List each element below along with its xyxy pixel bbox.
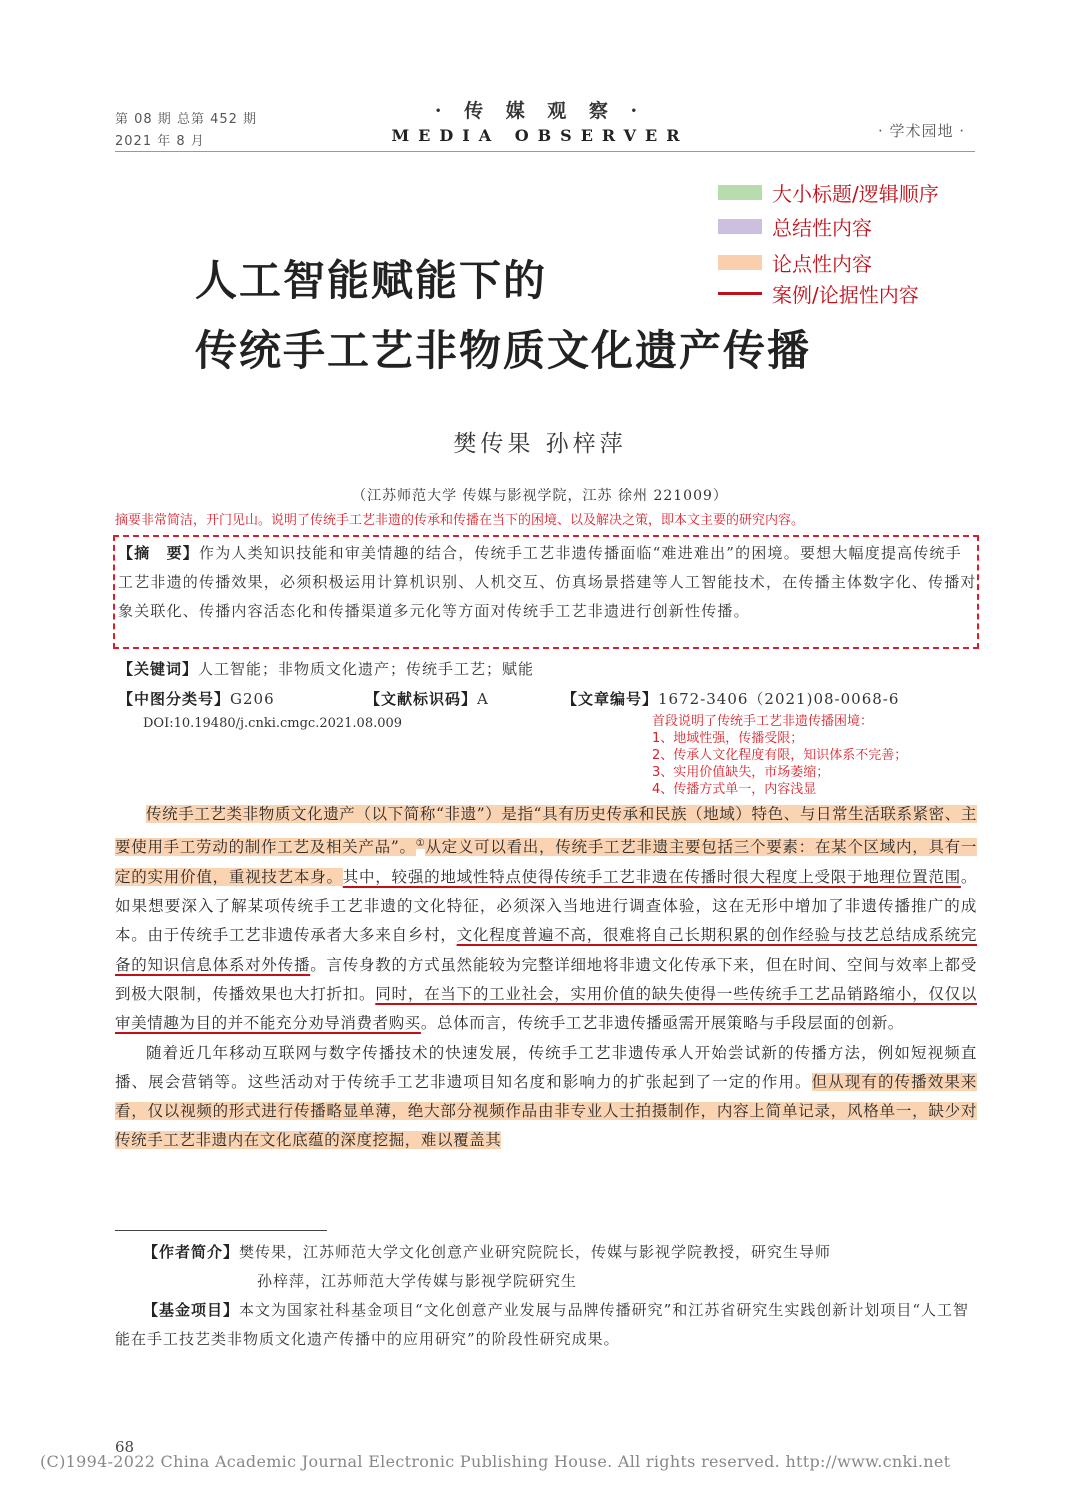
journal-title-en: MEDIA OBSERVER <box>391 126 689 145</box>
abstract-annotation: 摘要非常简洁，开门见山。说明了传统手工艺非遗的传承和传播在当下的困境、以及解决之策，即本文主要的研究内容。 <box>115 513 805 528</box>
keywords-text: 人工智能；非物质文化遗产；传统手工艺；赋能 <box>198 660 535 678</box>
article-label: 【文章编号】 <box>562 690 659 708</box>
clc-value: G206 <box>230 690 275 708</box>
body-text <box>115 800 977 1156</box>
journal-title-cn: · 传 媒 观 察 · <box>434 100 646 122</box>
authors: 樊传果 孙梓萍 <box>453 431 627 457</box>
article-title-line2: 传统手工艺非物质文化遗产传播 <box>195 326 812 375</box>
article-value: 1672-3406（2021)08-0068-6 <box>658 690 900 708</box>
doc-value: A <box>477 690 489 708</box>
keywords-label: 【关键词】 <box>118 660 199 678</box>
issue-number: 第 08 期 总第 452 期 <box>115 112 258 127</box>
abstract-text: 作为人类知识技能和审美情趣的结合，传统手工艺非遗传播面临“难进难出”的困境。要想大幅度提高传统手工艺非遗的传播效果，必须积极运用计算机识别、人机交互、仿真场景搭建等人工智能技术，在传播主体数字化、传播对象关联化、传播内容活态化和传播渠道多元化等方面对传统手工艺非遗进行创新性传播。 <box>118 544 977 620</box>
abstract <box>118 539 978 626</box>
callout-line: 1、地域性强，传播受限； <box>652 731 804 746</box>
section-label: · 学术园地 · <box>878 122 966 140</box>
author-bio <box>115 1238 985 1296</box>
keywords <box>118 658 534 679</box>
clc-label: 【中图分类号】 <box>118 690 231 708</box>
article-title-line1: 人工智能赋能下的 <box>195 256 548 305</box>
legend-item-summary <box>718 212 872 240</box>
article-number <box>562 688 899 709</box>
paragraph-2 <box>115 1039 977 1156</box>
issue-date: 2021 年 8 月 <box>115 134 205 149</box>
plain-text: 。言传身教的方式虽然能较为完整详细地将非遗文化传承下来，但在时间、空间与效率上都受到极大限制，传播效果也大打折扣。 <box>115 955 978 1003</box>
doc-label: 【文献标识码】 <box>365 690 478 708</box>
callout-line: 首段说明了传统手工艺非遗传播困境： <box>652 714 874 729</box>
callout-line: 2、传承人文化程度有限，知识体系不完善； <box>652 748 908 763</box>
copyright-notice: (C)1994-2022 China Academic Journal Electronic Publishing House. All rights reserved. http://www.cnki.net <box>40 1452 951 1471</box>
underline-evidence: 其中，较强的地域性特点使得传统手工艺非遗在传播时很大程度上受限于地理位置范围 <box>342 867 961 886</box>
highlight-argument: 从定义可以看出，传统手工艺非遗主要包括三个要素：在某个区域内，具有一定的实用价值，重视技艺本身。 <box>115 838 978 886</box>
legend-label: 论点性内容 <box>772 251 872 276</box>
callout-line: 3、实用价值缺失，市场萎缩； <box>652 765 830 780</box>
clc-number <box>118 688 275 709</box>
doi: DOI:10.19480/j.cnki.cmgc.2021.08.009 <box>143 716 403 731</box>
page-number: 68 <box>115 1438 135 1456</box>
legend-item-headings <box>718 178 939 206</box>
abstract-label: 【摘 要】 <box>118 544 200 562</box>
legend-line-red <box>718 292 762 295</box>
callout-line: 4、传播方式单一，内容浅显 <box>652 782 817 797</box>
plain-text: 。如果想要深入了解某项传统手工艺非遗的文化特征，必须深入当地进行调查体验，这在无形中增加了非遗传播推广的成本。由于传统手工艺非遗传承者大多来自乡村， <box>115 867 977 945</box>
highlight-argument: 但从现有的传播效果来看，仅以视频的形式进行传播略显单薄，绝大部分视频作品由非专业人士拍摄制作，内容上简单记录，风格单一，缺少对传统手工艺非遗内在文化底蕴的深度挖掘，难以覆盖其 <box>115 1072 977 1150</box>
fund-label: 【基金项目】 <box>143 1301 240 1319</box>
fund-project <box>115 1296 985 1354</box>
underline-evidence: 文化程度普遍不高，很难将自己长期积累的创作经验与技艺总结成系统完备的知识信息体系对外传播 <box>115 926 978 974</box>
paragraph-1 <box>115 800 977 1039</box>
plain-text: 随着近几年移动互联网与数字传播技术的快速发展，传统手工艺非遗传承人开始尝试新的传播方法，例如短视频直播、展会营销等。这些活动对于传统手工艺非遗项目知名度和影响力的扩张起到了一定的作用。 <box>115 1043 977 1091</box>
document-code <box>365 688 489 709</box>
affiliation: （江苏师范大学 传媒与影视学院，江苏 徐州 221009） <box>352 488 728 504</box>
legend-label: 案例/论据性内容 <box>772 282 919 307</box>
underline-evidence: 同时，在当下的工业社会，实用价值的缺失使得一些传统手工艺品销路缩小，仅仅以审美情趣为目的并不能充分劝导消费者购买 <box>115 984 977 1033</box>
legend-label: 总结性内容 <box>772 215 872 240</box>
legend-label: 大小标题/逻辑顺序 <box>772 181 939 206</box>
highlight-argument: 传统手工艺类非物质文化遗产（以下简称“非遗”）是指“具有历史传承和民族（地域）特色、与日常生活联系紧密、主要使用手工劳动的制作工艺及相关产品”。 <box>115 805 977 857</box>
footnote-marker: ① <box>415 838 426 850</box>
legend-swatch-green <box>718 185 762 200</box>
fund-text: 本文为国家社科基金项目“文化创意产业发展与品牌传播研究”和江苏省研究生实践创新计划项目“人工智能在手工技艺类非物质文化遗产传播中的应用研究”的阶段性研究成果。 <box>115 1301 970 1348</box>
plain-text: 。总体而言，传统手工艺非遗传播亟需开展策略与手段层面的创新。 <box>420 1014 904 1033</box>
legend-swatch-orange <box>718 255 762 270</box>
header-divider <box>115 151 975 152</box>
author-bio-line2: 孙梓萍，江苏师范大学传媒与影视学院研究生 <box>257 1272 578 1290</box>
legend-item-evidence <box>718 279 919 307</box>
author-bio-line1: 樊传果，江苏师范大学文化创意产业研究院院长，传媒与影视学院教授，研究生导师 <box>239 1243 832 1261</box>
legend-item-arguments <box>718 248 872 276</box>
paragraph-annotation <box>652 713 982 798</box>
legend-swatch-purple <box>718 219 762 234</box>
author-bio-label: 【作者简介】 <box>143 1243 240 1261</box>
footnote-divider <box>115 1230 327 1231</box>
